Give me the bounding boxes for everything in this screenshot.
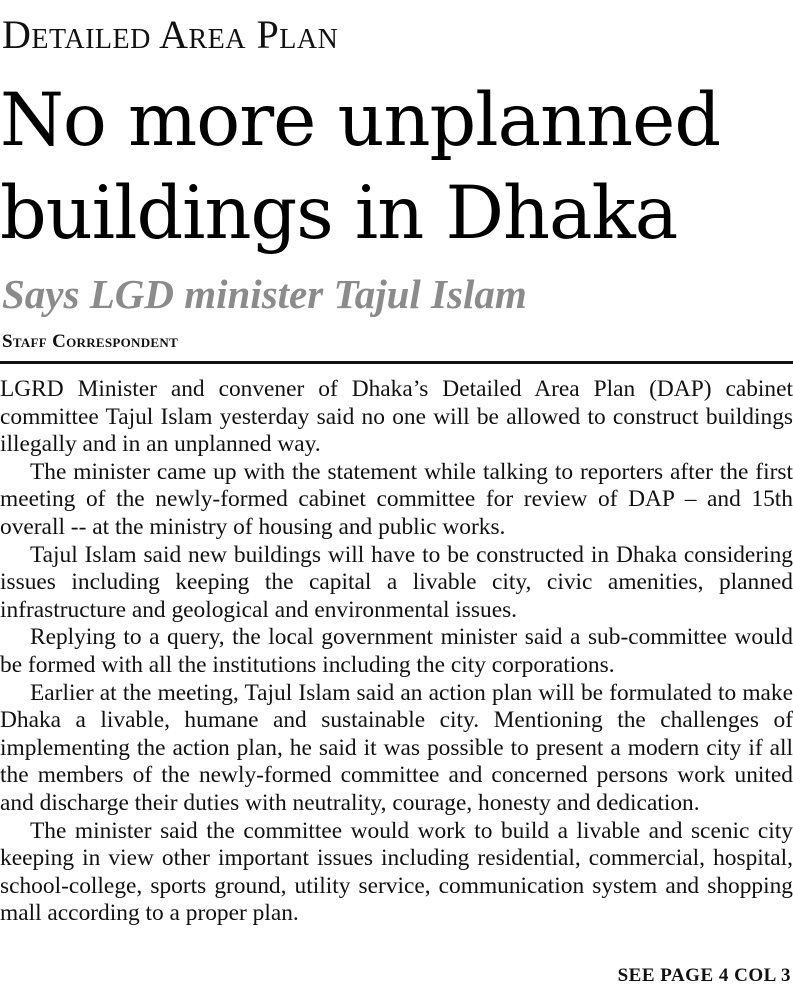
paragraph: The minister came up with the statement while talking to reporters after the first meeting of the newly-formed cabinet committee for review of DAP – and 15th overall -- at the ministry of housing and public works. [0, 458, 793, 540]
subheadline: Says LGD minister Tajul Islam [2, 271, 527, 317]
byline: Staff Correspondent [2, 331, 179, 352]
headline: No more unplanned buildings in Dhaka [0, 78, 721, 256]
section-label: Detailed Area Plan [2, 12, 339, 57]
paragraph: Earlier at the meeting, Tajul Islam said an action plan will be formulated to make Dhaka a livable, humane and sustainable city. Mentioning the challenges of implementing the action plan, he said it was possible to present a modern city if all the members of the newly-formed committee and concerned persons work united and discharge their duties with neutrality, courage, honesty and dedication. [0, 679, 793, 816]
paragraph: Tajul Islam said new buildings will have to be constructed in Dhaka considering issues including keeping the capital a livable city, civic amenities, planned infrastructure and geological and environmental issues. [0, 541, 793, 623]
divider-rule [0, 361, 793, 364]
paragraph: Replying to a query, the local government minister said a sub-committee would be formed with all the institutions including the city corporations. [0, 624, 793, 678]
paragraph: LGRD Minister and convener of Dhaka’s Detailed Area Plan (DAP) cabinet committee Tajul Islam yesterday said no one will be allowed to construct buildings illegally and in an unplanned way. [0, 376, 793, 458]
paragraph: The minister said the committee would work to build a livable and scenic city keeping in view other important issues including residential, commercial, hospital, school-college, sports ground, utility service, communication system and shopping mall according to a proper plan. [0, 817, 793, 927]
article-body [0, 376, 793, 928]
continuation-jump-line: SEE PAGE 4 COL 3 [617, 965, 791, 986]
